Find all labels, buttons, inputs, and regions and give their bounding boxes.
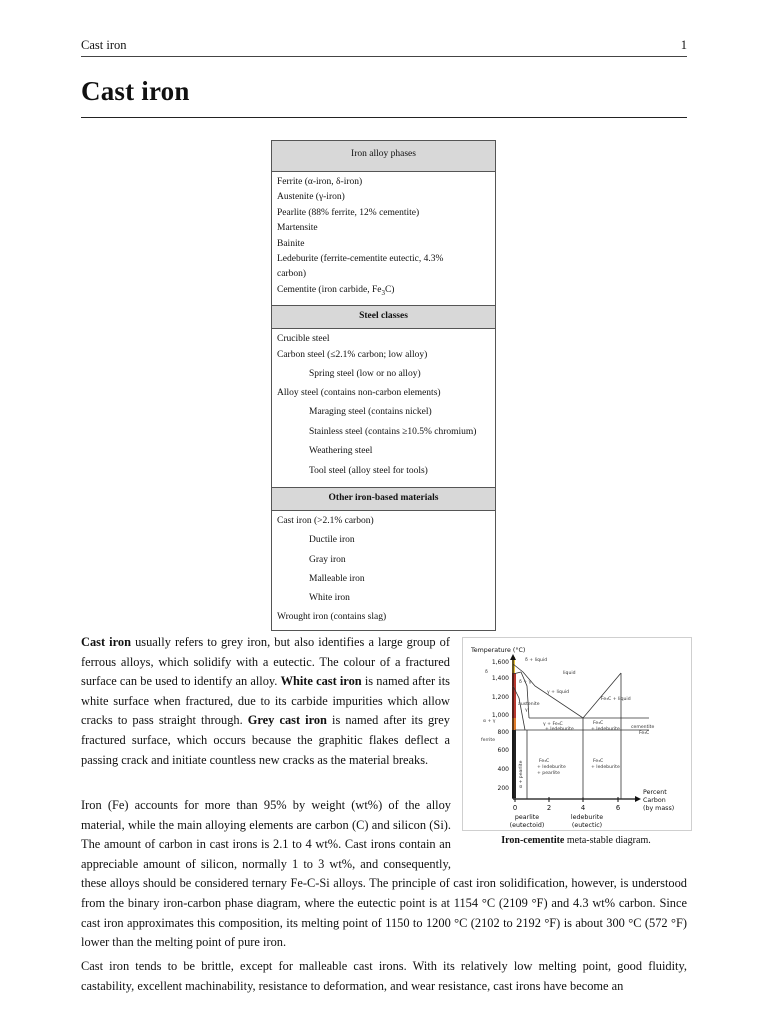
phase-item[interactable]: Ferrite (α-iron, δ-iron) [277, 177, 363, 187]
phase-item[interactable]: Ledeburite (ferrite-cementite eutectic, 4.3% [277, 254, 444, 265]
y-tick-label: 1,400 [491, 675, 509, 682]
region-low-right-a: Fe₃C [593, 759, 604, 764]
region-ferrite: ferrite [481, 738, 496, 743]
title-rule [81, 117, 687, 118]
term-white-cast-iron: White cast iron [280, 674, 362, 689]
phase-diagram-figure [462, 637, 690, 857]
x-tick-label: 4 [580, 804, 586, 812]
note-pearlite: pearlite [514, 814, 540, 821]
region-low-left-b: + ledeburite [537, 765, 566, 770]
region-gamma-fe3c: γ + Fe₃C [543, 722, 563, 727]
y-tick-label: 200 [497, 785, 509, 792]
page-title: Cast iron [81, 76, 190, 106]
y-tick-label: 800 [497, 729, 509, 736]
steel-item-alloy[interactable]: Alloy steel (contains non-carbon elements) [277, 388, 441, 399]
figure-caption [462, 835, 690, 846]
y-tick-label: 1,200 [491, 694, 509, 701]
material-item-wrought[interactable]: Wrought iron (contains slag) [277, 612, 387, 623]
intro-paragraph [81, 633, 450, 770]
region-gamma-fe3c-2: + ledeburite [545, 727, 574, 732]
region-fe3c-liquid: Fe₃C + liquid [601, 697, 631, 702]
y-tick-labels [492, 659, 509, 792]
material-item-white[interactable]: White iron [309, 593, 350, 604]
region-austenite: austenite [518, 702, 540, 707]
region-cementite-b: Fe₃C [639, 731, 650, 736]
cementite-subscript: 3 [381, 288, 385, 297]
running-title: Cast iron [81, 38, 127, 52]
intro-text-1: usually refers to grey iron, but also identifies a large group of ferrous alloys, which solidify with a eutectic. The colour of a fractured surface can be used to identify an alloy. [81, 635, 450, 689]
region-fe3c-led-a: Fe₃C [593, 721, 604, 726]
steel-item-carbon[interactable]: Carbon steel (≤2.1% carbon; low alloy) [277, 349, 428, 360]
region-alpha-pearlite: α + pearlite [519, 760, 524, 788]
region-gamma-liquid: γ + liquid [547, 690, 570, 695]
material-item-malleable[interactable]: Malleable iron [309, 573, 365, 584]
infobox-heading: Iron alloy phases [272, 141, 495, 172]
steel-item-weathering[interactable]: Weathering steel [309, 446, 373, 457]
x-axis-title-line: Carbon [643, 797, 666, 804]
region-cementite-a: cementite [631, 725, 655, 730]
other-materials-list [272, 511, 495, 630]
cementite-prefix: Cementite (iron carbide, Fe [277, 284, 382, 295]
properties-paragraph: Cast iron tends to be brittle, except for malleable cast irons. With its relatively low melting point, good fluidity, castability, excellent machinability, resistance to deformation, and wear resistance, cast irons have become an [81, 959, 687, 993]
region-low-right-b: + ledeburite [591, 765, 620, 770]
steel-classes-heading: Steel classes [272, 305, 495, 329]
term-cast-iron: Cast iron [81, 635, 131, 649]
steel-item-crucible[interactable]: Crucible steel [277, 334, 330, 345]
phase-item[interactable]: Pearlite (88% ferrite, 12% cementite) [277, 207, 420, 218]
y-tick-label: 1,000 [491, 712, 509, 719]
region-fe3c-led-b: + ledeburite [591, 727, 620, 732]
material-item-cast-iron[interactable]: Cast iron (>2.1% carbon) [277, 515, 374, 526]
steel-item-spring[interactable]: Spring steel (low or no alloy) [309, 369, 421, 380]
x-tick-labels [513, 804, 620, 812]
steel-item-stainless[interactable]: Stainless steel (contains ≥10.5% chromium) [309, 426, 477, 437]
region-liquid: liquid [563, 671, 576, 676]
material-item-gray[interactable]: Gray iron [309, 554, 346, 565]
x-notes [510, 814, 604, 829]
intro-text-3: is named after its grey fractured surface, which occurs because the graphitic flakes deflect a passing crack and initiate countless new cracks as the material breaks. [81, 713, 450, 767]
phase-item[interactable]: Austenite (γ-iron) [277, 192, 345, 203]
composition-text: Iron (Fe) accounts for more than 95% by weight (wt%) of the alloy material, while the main alloying elements are carbon (C) and silicon (Si). The amount of carbon in cast irons is 2.1 to 4 wt%. Cast irons contain an appreciable amount of silicon, normally 1 to 3 wt%, and consequently, these alloys should be considered ternary Fe-C-Si alloys. The principle of cast iron solidification, however, is understood from the binary iron-carbon phase diagram, where the eutectic point is at 1154 °C (2109 °F) and 4.3 wt% carbon. Since cast iron approximates this composition, its melting point of 1150 to 1200 °C (2102 to 2192 °F) is about 300 °C (572 °F) lower than the melting point of pure iron. [81, 798, 687, 950]
region-alpha-gamma: α + γ [483, 719, 496, 724]
x-axis-arrow [635, 796, 641, 802]
note-eutectoid: (eutectoid) [509, 822, 545, 829]
caption-bold: Iron-cementite [501, 835, 565, 846]
page-number: 1 [680, 38, 687, 52]
cementite-suffix: C) [384, 284, 395, 295]
y-tick-label: 400 [497, 766, 509, 773]
caption-rest: meta-stable diagram. [564, 835, 651, 846]
note-ledeburite: ledeburite [570, 814, 604, 821]
phase-boundaries [513, 664, 649, 799]
phase-item[interactable]: Martensite [277, 223, 318, 234]
header-rule [81, 56, 687, 57]
infobox-phases-list [272, 172, 495, 305]
running-header [81, 38, 687, 53]
phase-item-cementite[interactable] [277, 283, 490, 301]
phase-item[interactable]: Bainite [277, 238, 305, 249]
x-axis-title-line: (by mass) [643, 805, 675, 812]
x-tick-label: 0 [512, 804, 518, 812]
x-tick-label: 6 [615, 804, 621, 812]
note-eutectic: (eutectic) [571, 822, 603, 829]
y-tick-label: 1,600 [491, 659, 509, 666]
x-axis-title-line: Percent [643, 789, 667, 796]
region-delta: δ [485, 670, 488, 675]
steel-item-tool[interactable]: Tool steel (alloy steel for tools) [309, 465, 428, 476]
region-delta-gamma: δ + γ [519, 680, 532, 685]
region-low-left-c: + pearlite [537, 771, 560, 776]
y-axis-arrow [510, 654, 516, 660]
x-axis-title [643, 789, 674, 812]
term-grey-cast-iron: Grey cast iron [247, 713, 327, 728]
infobox-iron-alloy-phases [271, 140, 496, 631]
y-axis-title: Temperature (°C) [471, 647, 526, 654]
region-low-left-a: Fe₃C [539, 759, 550, 764]
x-tick-label: 2 [546, 804, 552, 812]
steel-classes-list [272, 329, 495, 486]
y-tick-label: 600 [497, 747, 509, 754]
phase-item-continuation: carbon) [277, 269, 307, 280]
region-delta-liquid: δ + liquid [525, 658, 548, 663]
other-materials-heading: Other iron-based materials [272, 487, 495, 511]
intro-text-2: is named after its white surface when fractured, due to its carbide impurities which allow cracks to pass straight through. [81, 674, 450, 728]
iron-carbon-phase-diagram [463, 638, 691, 830]
steel-item-maraging[interactable]: Maraging steel (contains nickel) [309, 407, 432, 418]
material-item-ductile[interactable]: Ductile iron [309, 535, 355, 546]
region-gamma: γ [525, 708, 528, 713]
phase-diagram-frame[interactable] [462, 637, 692, 831]
